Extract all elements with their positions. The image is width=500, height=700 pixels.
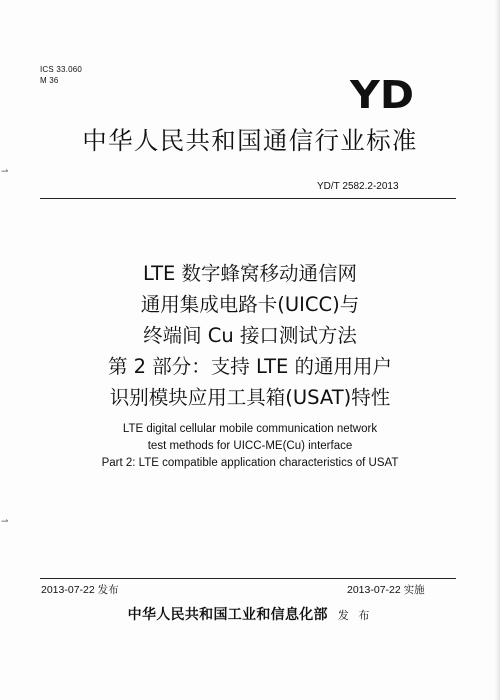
chinese-title (0, 258, 500, 413)
margin-mark-icon: ⇀ (1, 167, 9, 177)
class-code: M 36 (40, 76, 59, 85)
chinese-title-line: 识别模块应用工具箱(USAT)特性 (109, 386, 391, 409)
issuer-line (0, 604, 500, 624)
issuer-name: 中华人民共和国工业和信息化部 (127, 607, 328, 623)
chinese-title-line: 终端间 Cu 接口测试方法 (143, 324, 357, 347)
standard-number: YD/T 2582.2-2013 (317, 181, 399, 192)
english-title-line: LTE digital cellular mobile communication network (122, 423, 378, 435)
yd-logo-text: YD (349, 76, 414, 112)
bottom-divider (40, 578, 456, 579)
issue-verb: 发 布 (337, 609, 373, 622)
chinese-title-line: LTE 数字蜂窝移动通信网 (142, 262, 358, 285)
english-title (0, 421, 500, 472)
chinese-title-line: 通用集成电路卡(UICC)与 (140, 293, 360, 316)
english-title-line: Part 2: LTE compatible application characteristics of USAT (101, 457, 399, 469)
top-divider (40, 198, 456, 199)
english-title-line: test methods for UICC-ME(Cu) interface (147, 440, 353, 452)
yd-logo (349, 76, 415, 112)
classification-codes (40, 64, 82, 86)
implement-date: 2013-07-22 实施 (347, 584, 425, 596)
standard-category-title: 中华人民共和国通信行业标准 (82, 126, 418, 155)
publish-date: 2013-07-22 发布 (41, 584, 119, 596)
ics-code: ICS 33.060 (40, 65, 83, 74)
margin-mark-icon: ⇀ (1, 517, 9, 527)
chinese-title-line: 第 2 部分：支持 LTE 的通用用户 (107, 355, 393, 378)
